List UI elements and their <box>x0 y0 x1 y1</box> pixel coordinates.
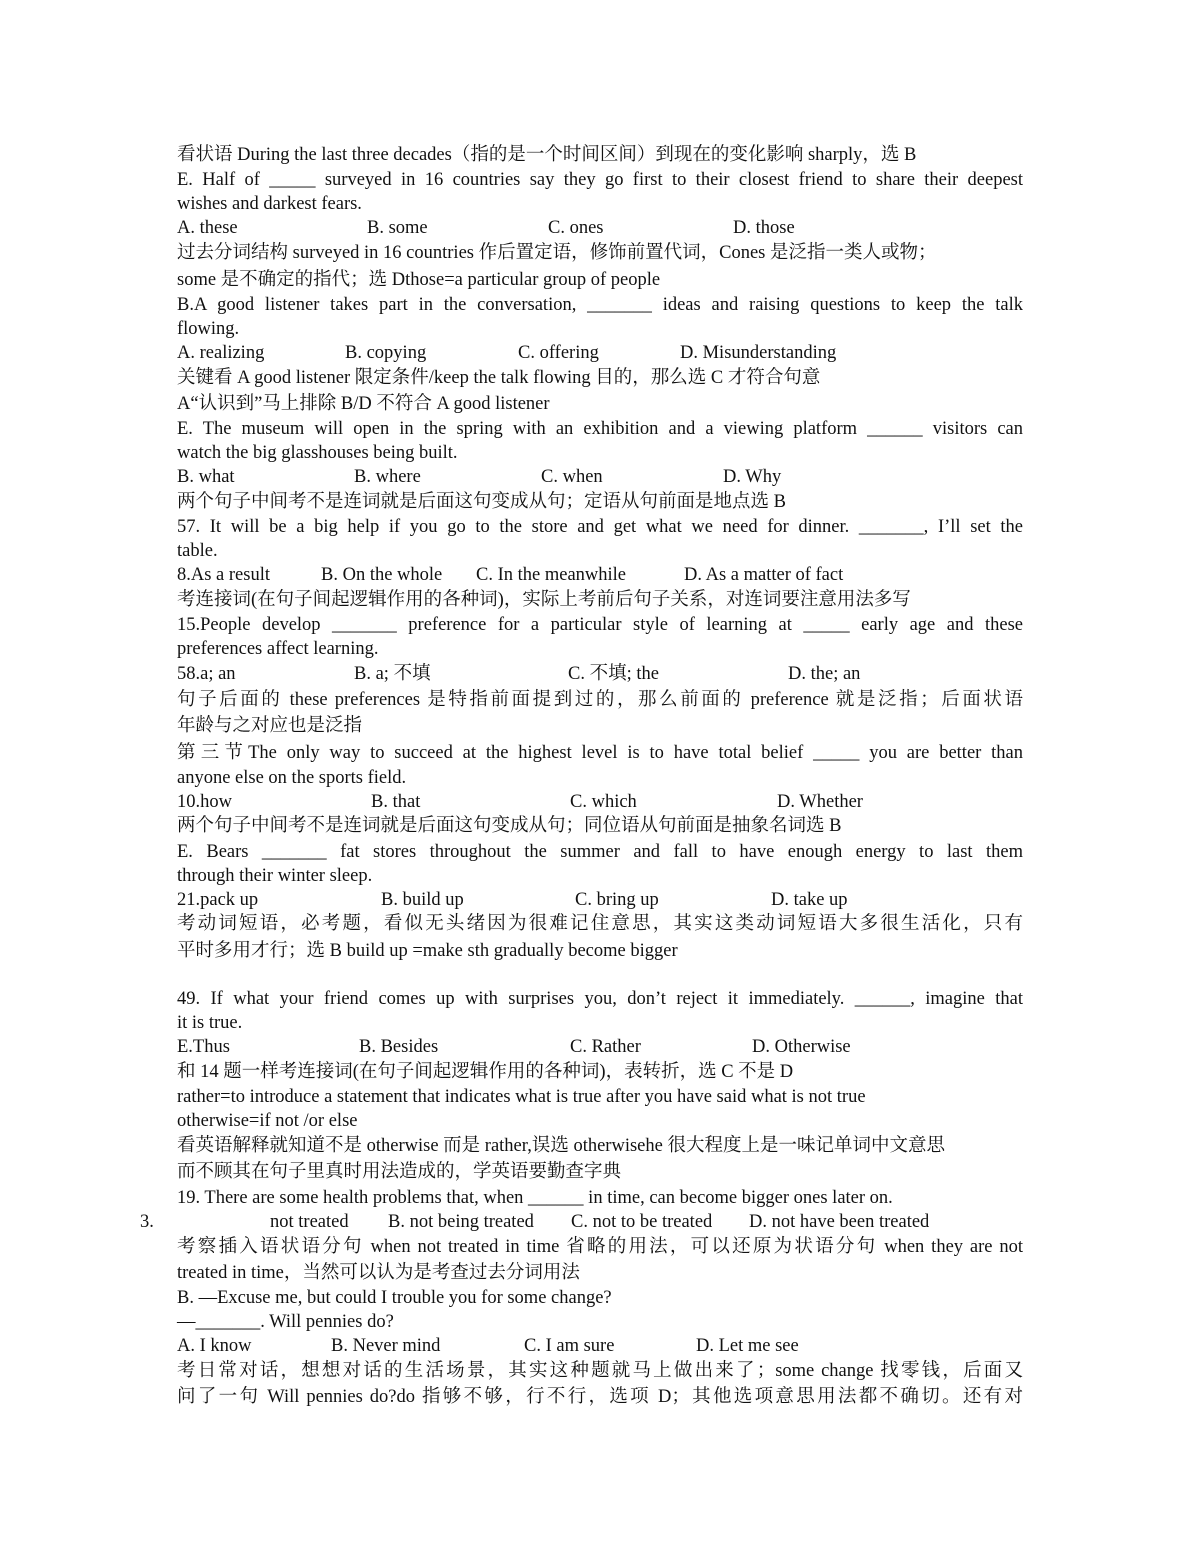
answer-option: B. where <box>354 467 421 487</box>
answer-options-row <box>177 465 1023 489</box>
text-line: 关键看 A good listener 限定条件/keep the talk flowing 目的，那么选 C 才符合句意 <box>177 368 821 388</box>
text-line: E. Half of _____ surveyed in 16 countries say they go first to their closest friend to share their deepest <box>177 170 1023 190</box>
answer-option: D. Why <box>723 467 782 487</box>
answer-option: B. Never mind <box>331 1336 441 1356</box>
answer-option: C. ones <box>548 218 604 238</box>
question-number: 3. <box>140 1212 154 1232</box>
text-line: 和 14 题一样考连接词(在句子间起逻辑作用的各种词)，表转折，选 C 不是 D <box>177 1062 794 1082</box>
text-line: A“认识到”马上排除 B/D 不符合 A good listener <box>177 394 550 414</box>
answer-option: E.Thus <box>177 1037 230 1057</box>
text-line: 过去分词结构 surveyed in 16 countries 作后置定语，修饰前置代词，Cones 是泛指一类人或物； <box>177 243 937 263</box>
answer-option: D. Let me see <box>696 1336 799 1356</box>
answer-option: A. these <box>177 218 238 238</box>
text-line: 19. There are some health problems that, when ______ in time, can become bigger ones later on. <box>177 1188 893 1208</box>
text-line: otherwise=if not /or else <box>177 1111 358 1131</box>
text-line: through their winter sleep. <box>177 866 373 886</box>
text-line: 看状语 During the last three decades（指的是一个时间区间）到现在的变化影响 sharply，选 B <box>177 145 917 165</box>
answer-option: B. not being treated <box>388 1212 534 1232</box>
text-line: wishes and darkest fears. <box>177 194 362 214</box>
answer-option: 58.a; an <box>177 664 236 684</box>
answer-option: B. that <box>371 792 421 812</box>
answer-options-row <box>177 1334 1023 1358</box>
text-line: 年龄与之对应也是泛指 <box>177 716 363 736</box>
answer-option: C. Rather <box>570 1037 641 1057</box>
text-line: 考连接词(在句子间起逻辑作用的各种词)，实际上考前后句子关系，对连词要注意用法多写 <box>177 590 911 610</box>
answer-option: C. not to be treated <box>571 1212 713 1232</box>
answer-options-row <box>177 790 1023 814</box>
text-line: 看英语解释就知道不是 otherwise 而是 rather,误选 otherwisehe 很大程度上是一味记单词中文意思 <box>177 1136 945 1156</box>
answer-options-row <box>177 216 1023 240</box>
answer-option: not treated <box>270 1212 349 1232</box>
text-line: 57. It will be a big help if you go to the store and get what we need for dinner. _______, I’ll set the <box>177 517 1023 537</box>
answer-options-row <box>177 341 1023 365</box>
answer-option: B. some <box>367 218 428 238</box>
text-line: 15.People develop _______ preference for a particular style of learning at _____ early age and these <box>177 615 1023 635</box>
text-line: E. Bears _______ fat stores throughout the summer and fall to have enough energy to last them <box>177 842 1023 862</box>
answer-option: D. As a matter of fact <box>684 565 844 585</box>
text-line: 两个句子中间考不是连词就是后面这句变成从句；同位语从句前面是抽象名词选 B <box>177 816 842 836</box>
answer-options-row <box>177 662 1023 686</box>
answer-option: C. In the meanwhile <box>476 565 627 585</box>
answer-option: A. I know <box>177 1336 252 1356</box>
answer-option: C. offering <box>518 343 599 363</box>
text-line: table. <box>177 541 218 561</box>
answer-option: A. realizing <box>177 343 265 363</box>
text-line: B. —Excuse me, but could I trouble you for some change? <box>177 1288 612 1308</box>
answer-option: C. which <box>570 792 637 812</box>
text-line: treated in time，当然可以认为是考查过去分词用法 <box>177 1263 580 1283</box>
answer-option: D. Otherwise <box>752 1037 851 1057</box>
text-line: 考动词短语，必考题，看似无头绪因为很难记住意思，其实这类动词短语大多很生活化，只有 <box>177 914 1023 934</box>
answer-option: B. build up <box>381 890 464 910</box>
text-line: watch the big glasshouses being built. <box>177 443 458 463</box>
answer-options-row <box>177 563 1023 587</box>
text-line: B.A good listener takes part in the conversation, _______ ideas and raising questions to keep the talk <box>177 295 1023 315</box>
text-line: 平时多用才行；选 B build up =make sth gradually become bigger <box>177 941 678 961</box>
answer-option: C. when <box>541 467 603 487</box>
text-line: 问了一句 Will pennies do?do 指够不够，行不行，选项 D；其他选项意思用法都不确切。还有对 <box>177 1387 1023 1407</box>
text-line: 两个句子中间考不是连词就是后面这句变成从句；定语从句前面是地点选 B <box>177 492 786 512</box>
answer-options-row <box>177 1210 1023 1234</box>
answer-option: C. I am sure <box>524 1336 615 1356</box>
text-line: —_______. Will pennies do? <box>177 1312 394 1332</box>
answer-option: D. the; an <box>788 664 861 684</box>
text-line: preferences affect learning. <box>177 639 379 659</box>
answer-option: B. a; 不填 <box>354 664 431 684</box>
text-line: 考察插入语状语分句 when not treated in time 省略的用法，可以还原为状语分句 when they are not <box>177 1237 1023 1257</box>
text-line: 考日常对话，想想对话的生活场景，其实这种题就马上做出来了；some change 找零钱，后面又 <box>177 1361 1023 1381</box>
text-line: 49. If what your friend comes up with surprises you, don’t reject it immediately. ______, imagine that <box>177 989 1023 1009</box>
answer-option: B. On the whole <box>321 565 443 585</box>
text-line: rather=to introduce a statement that indicates what is true after you have said what is not true <box>177 1087 866 1107</box>
text-line: 句子后面的 these preferences 是特指前面提到过的，那么前面的 preference 就是泛指；后面状语 <box>177 690 1023 710</box>
text-line: 而不顾其在句子里真时用法造成的，学英语要勤查字典 <box>177 1162 622 1182</box>
answer-options-row <box>177 1035 1023 1059</box>
answer-option: D. Whether <box>777 792 863 812</box>
answer-option: D. Misunderstanding <box>680 343 837 363</box>
answer-option: B. copying <box>345 343 427 363</box>
answer-option: B. Besides <box>359 1037 439 1057</box>
answer-option: D. not have been treated <box>749 1212 930 1232</box>
text-line: anyone else on the sports field. <box>177 768 407 788</box>
answer-option: D. those <box>733 218 795 238</box>
answer-option: C. bring up <box>575 890 659 910</box>
answer-option: C. 不填; the <box>568 664 659 684</box>
answer-option: B. what <box>177 467 235 487</box>
answer-option: 21.pack up <box>177 890 259 910</box>
text-line: it is true. <box>177 1013 243 1033</box>
answer-options-row <box>177 888 1023 912</box>
text-line: 第三节The only way to succeed at the highest level is to have total belief _____ you are better than <box>177 743 1023 763</box>
answer-option: 10.how <box>177 792 232 812</box>
text-line: flowing. <box>177 319 240 339</box>
answer-option: 8.As a result <box>177 565 270 585</box>
text-line: E. The museum will open in the spring with an exhibition and a viewing platform ______ visitors can <box>177 419 1023 439</box>
answer-option: D. take up <box>771 890 848 910</box>
text-line: some 是不确定的指代；选 Dthose=a particular group of people <box>177 270 661 290</box>
